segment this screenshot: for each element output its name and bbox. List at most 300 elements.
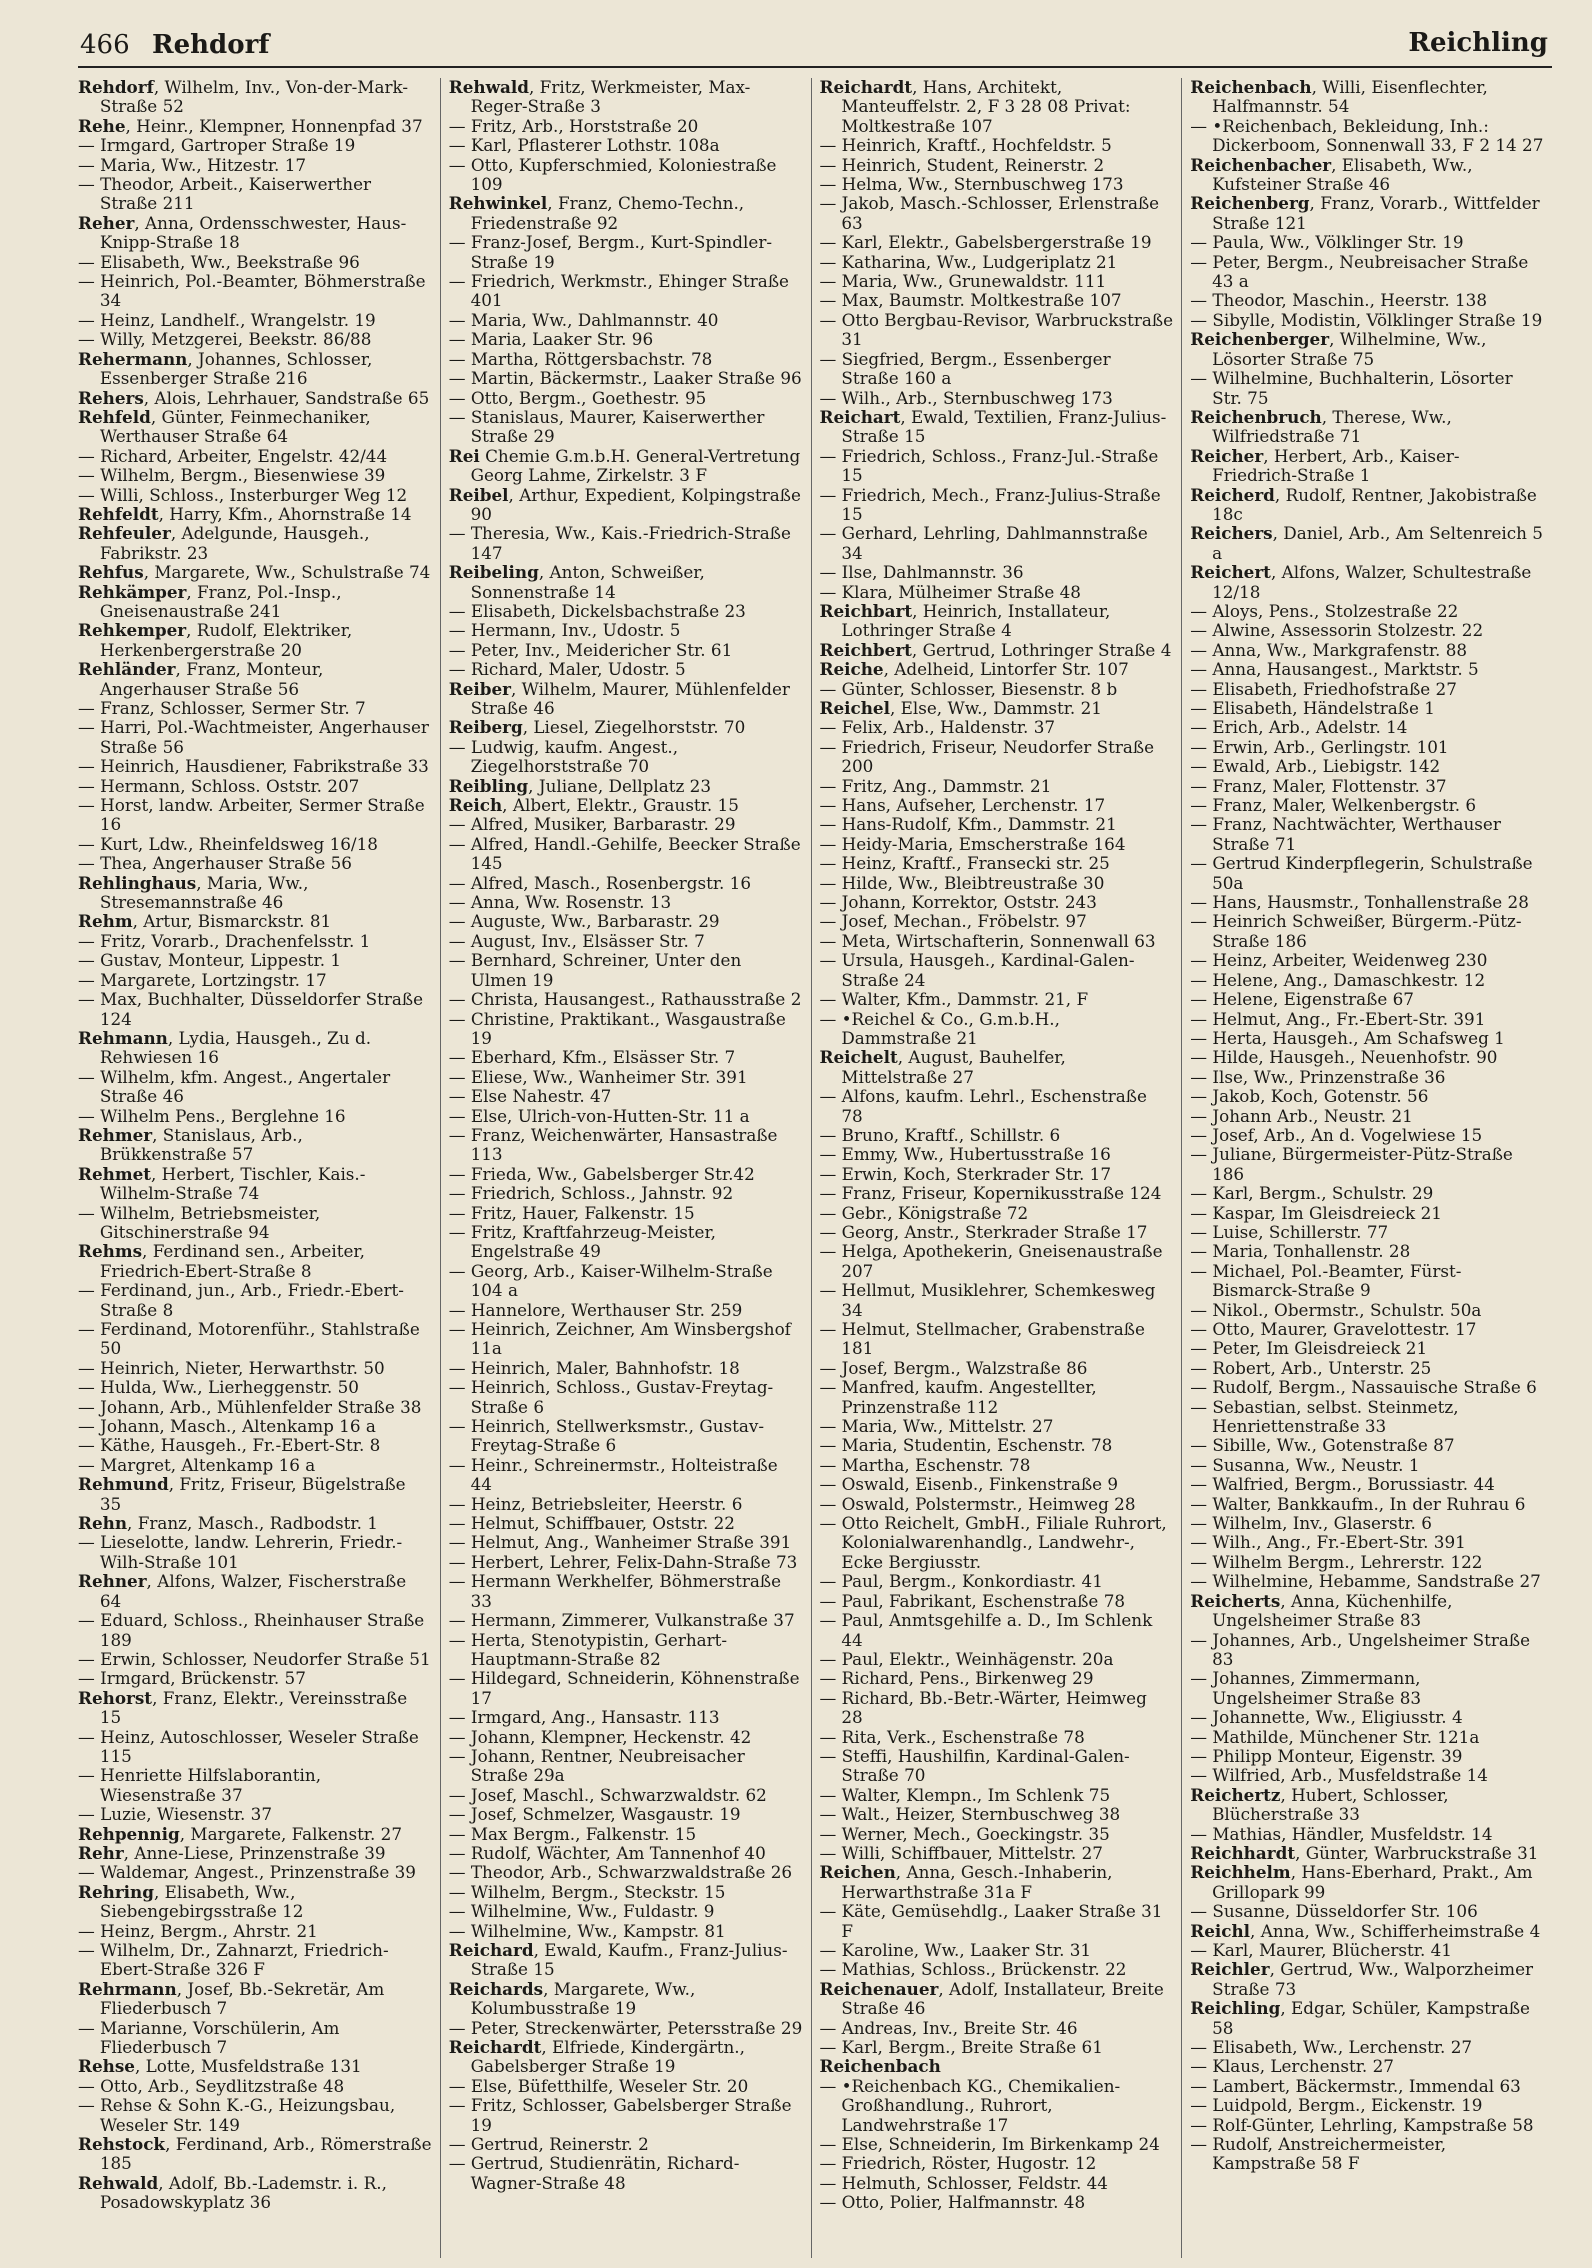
entry-details: — Hannelore, Werthauser Str. 259 [448, 1299, 743, 1320]
directory-entry [78, 1766, 432, 1805]
page-number: 466 [80, 30, 130, 60]
directory-entry [449, 311, 803, 330]
entry-details: — Otto, Arb., Seydlitzstraße 48 [78, 2075, 345, 2096]
directory-entry [820, 447, 1174, 486]
entry-details: , Fritz, Friseur, Bügelstraße 35 [99, 1474, 406, 1514]
entry-details: — Hellmut, Musiklehrer, Schemkesweg 34 [819, 1280, 1156, 1320]
directory-entry [1190, 1902, 1544, 1921]
entry-details: — Franz, Maler, Welkenbergstr. 6 [1190, 795, 1477, 816]
entry-surname: Rehermann [78, 348, 188, 369]
entry-details: — Else, Schneiderin, Im Birkenkamp 24 [819, 2134, 1160, 2155]
entry-details: , Anton, Schweißer, Sonnenstraße 14 [470, 562, 705, 602]
entry-details: — Friedrich, Mech., Franz-Julius-Straße 15 [819, 484, 1161, 524]
directory-entry [449, 990, 803, 1009]
directory-entry [78, 874, 432, 913]
directory-entry [78, 2057, 432, 2076]
entry-details: — Käthe, Hausgeh., Fr.-Ebert-Str. 8 [78, 1435, 381, 1456]
entry-surname: Reichhelm [1190, 1862, 1291, 1883]
page-header [78, 22, 1552, 68]
entry-details: — Meta, Wirtschafterin, Sonnenwall 63 [819, 930, 1156, 951]
entry-details: — Richard, Arbeiter, Engelstr. 42/44 [78, 445, 388, 466]
entry-surname: Rehmet [78, 1163, 152, 1184]
entry-details: , Fritz, Werkmeister, Max-Reger-Straße 3 [470, 78, 751, 117]
entry-surname: Reichart [819, 406, 901, 427]
directory-entry [820, 2193, 1174, 2212]
entry-details: , Maria, Ww., Stresemannstraße 46 [99, 872, 309, 913]
entry-details: — Marianne, Vorschülerin, Am Fliederbusch 7 [78, 2017, 340, 2058]
entry-surname: Reichert [1190, 562, 1271, 583]
directory-entry [820, 272, 1174, 291]
entry-details: — Rudolf, Anstreichermeister, Kampstraße 58 F [1190, 2134, 1447, 2174]
entry-surname: Rehpennig [78, 1823, 180, 1844]
directory-entry [820, 1902, 1174, 1941]
entry-details: — Franz, Nachtwächter, Werthauser Straße 71 [1190, 814, 1501, 854]
directory-entry [449, 835, 803, 874]
directory-entry [78, 854, 432, 873]
entry-details: — Maria, Ww., Mittelstr. 27 [819, 1416, 1054, 1437]
directory-entry [78, 835, 432, 854]
entry-details: , Wilhelm, Inv., Von-der-Mark-Straße 52 [99, 78, 409, 117]
entry-surname: Reichenbruch [1190, 406, 1322, 427]
directory-entry [78, 505, 432, 524]
directory-entry [1190, 233, 1544, 252]
entry-surname: Rehländer [78, 659, 176, 680]
entry-details: — Johann Arb., Neustr. 21 [1190, 1105, 1413, 1126]
directory-entry [449, 912, 803, 931]
directory-entry [1190, 718, 1544, 737]
entry-details: , Franz, Monteur, Angerhauser Straße 56 [99, 659, 324, 699]
entry-surname: Reichenberger [1190, 329, 1330, 350]
directory-entry [78, 1281, 432, 1320]
directory-entry [449, 156, 803, 195]
entry-surname: Reichen [819, 1862, 896, 1883]
directory-entry [78, 447, 432, 466]
entry-details: — Otto, Bergm., Goethestr. 95 [448, 387, 707, 408]
directory-entry [820, 738, 1174, 777]
directory-entry [820, 1456, 1174, 1475]
directory-entry [1190, 1320, 1544, 1339]
directory-entry [449, 602, 803, 621]
entry-details: — Johann, Klempner, Heckenstr. 42 [448, 1726, 752, 1747]
directory-entry [449, 1417, 803, 1456]
directory-entry [78, 583, 432, 622]
entry-details: — Max Bergm., Falkenstr. 15 [448, 1823, 697, 1844]
directory-entry [820, 932, 1174, 951]
directory-entry [820, 680, 1174, 699]
directory-entry [820, 156, 1174, 175]
directory-entry [1190, 1922, 1544, 1941]
entry-details: — Christine, Praktikant., Wasgaustraße 19 [448, 1008, 786, 1048]
entry-details: — Jakob, Koch, Gotenstr. 56 [1190, 1086, 1429, 1107]
directory-entry [78, 330, 432, 349]
entry-surname: Reicherts [1190, 1590, 1281, 1611]
entry-surname: Reibeling [448, 562, 539, 583]
entry-details: — Martin, Bäckermstr., Laaker Straße 96 [448, 368, 802, 389]
entry-details: , Alfons, Walzer, Fischerstraße 64 [99, 1571, 407, 1611]
entry-details: — Hermann, Schloss. Oststr. 207 [78, 775, 360, 796]
directory-entry [449, 2038, 803, 2077]
entry-details: , Margarete, Ww., Kolumbusstraße 19 [470, 1978, 696, 2019]
entry-details: — Karl, Maurer, Blücherstr. 41 [1190, 1940, 1452, 1960]
directory-entry [449, 621, 803, 640]
entry-details: — Josef, Bergm., Walzstraße 86 [819, 1357, 1088, 1378]
entry-details: — Karl, Elektr., Gabelsbergerstraße 19 [819, 232, 1152, 253]
directory-entry [820, 311, 1174, 350]
directory-entry [449, 1786, 803, 1805]
entry-surname: Rehmund [78, 1474, 169, 1495]
entry-details: — Heinz, Betriebsleiter, Heerstr. 6 [448, 1493, 743, 1514]
directory-entry [1190, 1242, 1544, 1261]
directory-entry [1190, 1572, 1544, 1591]
entry-details: — Maria, Ww., Hitzestr. 17 [78, 154, 307, 175]
entry-details: , Wilhelmine, Ww., Lösorter Straße 75 [1212, 329, 1487, 369]
directory-entry [820, 253, 1174, 272]
entry-surname: Rehm [78, 911, 133, 932]
directory-entry [1190, 2096, 1544, 2115]
directory-entry [820, 2019, 1174, 2038]
directory-entry [449, 1980, 803, 2019]
entry-surname: Rehwinkel [448, 193, 548, 214]
entry-details: — •Reichenbach, Bekleidung, Inh.: Dickerboom, Sonnenwall 33, F 2 14 27 [1190, 115, 1544, 156]
entry-details: — Peter, Bergm., Neubreisacher Straße 43 a [1190, 251, 1529, 292]
entry-details: — Wilhelm, Inv., Glaserstr. 6 [1190, 1513, 1432, 1534]
directory-entry [1190, 1766, 1544, 1785]
directory-entry [78, 932, 432, 951]
entry-surname: Rei [448, 445, 480, 466]
directory-entry [449, 1902, 803, 1921]
directory-entry [78, 2019, 432, 2058]
directory-entry [78, 1378, 432, 1397]
entry-details: — Johannette, Ww., Eligiusstr. 4 [1190, 1707, 1463, 1728]
entry-details: — Karl, Bergm., Breite Straße 61 [819, 2037, 1103, 2058]
directory-entry [78, 1204, 432, 1243]
entry-details: — Irmgard, Brückenstr. 57 [78, 1668, 306, 1689]
directory-entry [820, 2077, 1174, 2135]
entry-surname: Reichler [1190, 1959, 1270, 1980]
directory-entry [820, 1689, 1174, 1728]
entry-surname: Rehstock [78, 2134, 166, 2155]
entry-details: — Eliese, Ww., Wanheimer Str. 391 [448, 1066, 748, 1087]
entry-details: , Therese, Ww., Wilfriedstraße 71 [1212, 406, 1452, 447]
directory-entry [1190, 912, 1544, 951]
directory-entry [1190, 1010, 1544, 1029]
directory-entry [820, 990, 1174, 1009]
entry-details: — Hans-Rudolf, Kfm., Dammstr. 21 [819, 814, 1117, 835]
directory-entry [1190, 1107, 1544, 1126]
directory-entry [449, 1126, 803, 1165]
entry-details: , Lotte, Musfeldstraße 131 [134, 2056, 362, 2077]
entry-details: — Maria, Ww., Dahlmannstr. 40 [448, 309, 719, 330]
entry-details: — Wilhelm, Dr., Zahnarzt, Friedrich-Ebert-Straße 326 F [78, 1940, 389, 1980]
entry-details: — Mathilde, Münchener Str. 121a [1190, 1726, 1480, 1747]
directory-entry [820, 1669, 1174, 1688]
entry-details: — Luidpold, Bergm., Eickenstr. 19 [1190, 2095, 1483, 2116]
entry-surname: Rehfeuler [78, 523, 171, 544]
directory-entry [78, 1844, 432, 1863]
entry-details: — Ewald, Arb., Liebigstr. 142 [1190, 756, 1441, 777]
directory-entry [820, 350, 1174, 389]
entry-details: — Mathias, Händler, Musfeldstr. 14 [1190, 1823, 1493, 1844]
entry-details: — Karl, Pflasterer Lothstr. 108a [448, 135, 720, 156]
entry-details: — Heinrich, Maler, Bahnhofstr. 18 [448, 1357, 740, 1378]
directory-entry [820, 1980, 1174, 2019]
directory-entry [1190, 1204, 1544, 1223]
entry-details: — Theresia, Ww., Kais.-Friedrich-Straße 147 [448, 523, 791, 563]
directory-entry [1190, 78, 1544, 117]
entry-surname: Rehfus [78, 562, 144, 583]
entry-details: — Friedrich, Werkmstr., Ehinger Straße 401 [448, 271, 789, 311]
entry-details: — Karl, Bergm., Schulstr. 29 [1190, 1183, 1434, 1204]
directory-entry [1190, 1495, 1544, 1514]
entry-details: — Franz, Weichenwärter, Hansastraße 113 [448, 1124, 778, 1165]
entry-details: — Hermann, Inv., Udostr. 5 [448, 620, 681, 641]
directory-entry [78, 253, 432, 272]
entry-surname: Reicher [1190, 445, 1264, 466]
entry-details: — Gertrud Kinderpflegerin, Schulstraße 50a [1190, 853, 1533, 893]
entry-surname: Reichbart [819, 600, 913, 621]
entry-details: — Eduard, Schloss., Rheinhauser Straße 189 [78, 1610, 425, 1650]
entry-details: — Susanna, Ww., Neustr. 1 [1190, 1454, 1420, 1475]
directory-entry [820, 1087, 1174, 1126]
directory-entry [78, 1863, 432, 1882]
directory-entry [820, 699, 1174, 718]
directory-entry [78, 1728, 432, 1767]
directory-entry [820, 486, 1174, 525]
entry-surname: Reichenauer [819, 1978, 939, 1999]
entry-details: , Liesel, Ziegelhorststr. 70 [522, 717, 746, 738]
directory-entry [820, 1417, 1174, 1436]
directory-entry [1190, 1728, 1544, 1747]
entry-details: — Theodor, Arbeit., Kaiserwerther Straße 211 [78, 174, 372, 214]
directory-entry [1190, 1145, 1544, 1184]
entry-details: — Irmgard, Gartroper Straße 19 [78, 135, 356, 156]
entry-details: — Fritz, Kraftfahrzeug-Meister, Engelstraße 49 [448, 1221, 716, 1262]
directory-entry [820, 1475, 1174, 1494]
entry-details: — Wilfried, Arb., Musfeldstraße 14 [1190, 1765, 1488, 1786]
directory-entry [1190, 253, 1544, 292]
entry-details: — Philipp Monteur, Eigenstr. 39 [1190, 1745, 1463, 1766]
directory-entry [78, 777, 432, 796]
entry-details: — Waldemar, Angest., Prinzenstraße 39 [78, 1862, 416, 1883]
entry-details: — Klaus, Lerchenstr. 27 [1190, 2056, 1394, 2077]
entry-details: — Hans, Hausmstr., Tonhallenstraße 28 [1190, 892, 1529, 913]
entry-details: — Kurt, Ldw., Rheinfeldsweg 16/18 [78, 833, 378, 854]
directory-entry [78, 524, 432, 563]
directory-entry [1190, 1475, 1544, 1494]
directory-entry [449, 78, 803, 117]
directory-entry [820, 1844, 1174, 1863]
directory-entry [820, 78, 1174, 136]
entry-details: , Gertrud, Lothringer Straße 4 [911, 639, 1172, 660]
directory-entry [820, 583, 1174, 602]
directory-entry [820, 1728, 1174, 1747]
entry-surname: Reichl [1190, 1920, 1251, 1941]
directory-entry [449, 680, 803, 719]
entry-surname: Rehmer [78, 1124, 153, 1145]
entry-surname: Reichenberg [1190, 193, 1310, 214]
entry-details: — Peter, Streckenwärter, Petersstraße 29 [448, 2017, 803, 2038]
entry-details: — Horst, landw. Arbeiter, Sermer Straße 16 [78, 795, 425, 835]
entry-details: , Albert, Elektr., Graustr. 15 [502, 795, 739, 816]
directory-entry [820, 2174, 1174, 2193]
entry-details: — Theodor, Maschin., Heerstr. 138 [1190, 290, 1488, 311]
entry-details: — Friedrich, Röster, Hugostr. 12 [819, 2153, 1097, 2174]
entry-details: — Emmy, Ww., Hubertusstraße 16 [819, 1144, 1111, 1165]
entry-details: — Siegfried, Bergm., Essenberger Straße 160 a [819, 348, 1111, 389]
directory-entry [78, 2077, 432, 2096]
directory-entry [820, 2057, 1174, 2076]
entry-details: — Heinz, Kraftf., Fransecki str. 25 [819, 853, 1110, 874]
directory-entry [449, 1165, 803, 1184]
entry-details: — Ursula, Hausgeh., Kardinal-Galen-Straße 24 [819, 950, 1135, 990]
entry-details: , Rudolf, Rentner, Jakobistraße 18c [1212, 484, 1537, 524]
directory-entry [449, 1378, 803, 1417]
entry-details: , Wilhelm, Maurer, Mühlenfelder Straße 46 [470, 678, 790, 718]
entry-details: — Willi, Schiffbauer, Mittelstr. 27 [819, 1842, 1103, 1863]
entry-details: — Heinrich, Pol.-Beamter, Böhmerstraße 34 [78, 271, 426, 311]
directory-entry [1190, 893, 1544, 912]
entry-details: , Ferdinand sen., Arbeiter, Friedrich-Ebert-Straße 8 [99, 1241, 365, 1281]
entry-details: , Heinrich, Installateur, Lothringer Straße 4 [841, 600, 1111, 641]
directory-entry [449, 369, 803, 388]
directory-entry [78, 1533, 432, 1572]
directory-entry [78, 350, 432, 389]
entry-surname: Reibling [448, 775, 529, 796]
entry-surname: Reich [448, 795, 503, 816]
directory-entry [449, 738, 803, 777]
directory-entry [449, 1572, 803, 1611]
directory-entry [449, 233, 803, 272]
directory-entry [78, 1572, 432, 1611]
directory-columns [78, 78, 1552, 2258]
entry-details: — Peter, Inv., Meidericher Str. 61 [448, 639, 733, 660]
directory-entry [78, 1242, 432, 1281]
entry-details: — Elisabeth, Ww., Beekstraße 96 [78, 251, 360, 272]
entry-details: — Walt., Heizer, Sternbuschweg 38 [819, 1804, 1121, 1825]
entry-details: — Lieselotte, landw. Lehrerin, Friedr.-Wilh-Straße 101 [78, 1532, 403, 1572]
directory-entry [78, 1883, 432, 1922]
entry-details: , Herbert, Tischler, Kais.-Wilhelm-Straße 74 [99, 1163, 366, 1204]
directory-entry [820, 1572, 1174, 1591]
entry-surname: Reichards [448, 1978, 544, 1999]
entry-details: , Ewald, Textilien, Franz-Julius-Straße 15 [841, 406, 1167, 447]
directory-entry [820, 291, 1174, 310]
entry-details: — Heinrich, Stellwerksmstr., Gustav-Freytag-Straße 6 [448, 1416, 765, 1456]
entry-details: — Oswald, Polstermstr., Heimweg 28 [819, 1493, 1136, 1514]
entry-details: — Walter, Kfm., Dammstr. 21, F [819, 989, 1089, 1010]
directory-entry [1190, 291, 1544, 310]
entry-details: — Otto, Polier, Halfmannstr. 48 [819, 2192, 1086, 2213]
entry-details: — Wilhelmine, Ww., Fuldastr. 9 [448, 1901, 715, 1922]
directory-entry [820, 874, 1174, 893]
directory-entry [820, 233, 1174, 252]
directory-entry [78, 563, 432, 582]
directory-entry [1190, 971, 1544, 990]
directory-entry [1190, 369, 1544, 408]
entry-details: — Friedrich, Friseur, Neudorfer Straße 200 [819, 736, 1155, 777]
directory-entry [820, 1495, 1174, 1514]
entry-details: — Hildegard, Schneiderin, Köhnenstraße 17 [448, 1668, 800, 1708]
entry-details: — Margarete, Lortzingstr. 17 [78, 969, 327, 990]
directory-entry [78, 1650, 432, 1669]
column-2 [440, 78, 811, 2258]
entry-details: — Maria, Studentin, Eschenstr. 78 [819, 1435, 1113, 1456]
entry-details: — Rehse & Sohn K.-G., Heizungsbau, Weseler Str. 149 [78, 2095, 396, 2135]
directory-entry [820, 563, 1174, 582]
entry-details: — Rudolf, Wächter, Am Tannenhof 40 [448, 1842, 766, 1863]
directory-entry [449, 1087, 803, 1106]
entry-details: — Felix, Arb., Haldenstr. 37 [819, 717, 1056, 738]
directory-entry [449, 796, 803, 815]
entry-details: — Fritz, Schlosser, Gabelsberger Straße 19 [448, 2095, 792, 2135]
entry-details: — Helma, Ww., Sternbuschweg 173 [819, 174, 1124, 195]
entry-details: — Günter, Schlosser, Biesenstr. 8 b [819, 678, 1118, 699]
entry-details: , Elisabeth, Ww., Siebengebirgsstraße 12 [99, 1881, 304, 1922]
directory-entry [449, 815, 803, 834]
entry-details: — Max, Baumstr. Moltkestraße 107 [819, 290, 1122, 311]
entry-details: — Hans, Aufseher, Lerchenstr. 17 [819, 795, 1106, 816]
directory-entry [1190, 1553, 1544, 1572]
directory-entry [1190, 1456, 1544, 1475]
entry-details: , Günter, Warbruckstraße 31 [1295, 1842, 1539, 1863]
entry-details: — Oswald, Eisenb., Finkenstraße 9 [819, 1474, 1119, 1495]
directory-entry [449, 1631, 803, 1670]
entry-details: — Karoline, Ww., Laaker Str. 31 [819, 1940, 1092, 1960]
directory-entry [820, 777, 1174, 796]
entry-details: — Franz, Schlosser, Sermer Str. 7 [78, 698, 366, 718]
directory-entry [449, 1184, 803, 1203]
directory-entry [1190, 1184, 1544, 1203]
directory-entry [449, 2154, 803, 2193]
entry-details: — Josef, Maschl., Schwarzwaldstr. 62 [448, 1784, 767, 1805]
directory-entry [820, 1145, 1174, 1164]
directory-entry [1190, 117, 1544, 156]
directory-entry [1190, 1863, 1544, 1902]
entry-details: , Anna, Küchenhilfe, Ungelsheimer Straße 83 [1212, 1590, 1453, 1631]
entry-details: — Robert, Arb., Unterstr. 25 [1190, 1357, 1432, 1378]
entry-details: — Wilh., Arb., Sternbuschweg 173 [819, 387, 1113, 408]
entry-details: — Michael, Pol.-Beamter, Fürst-Bismarck-Straße 9 [1190, 1260, 1462, 1301]
entry-details: — Klara, Mülheimer Straße 48 [819, 581, 1081, 602]
entry-details: — Luzie, Wiesenstr. 37 [78, 1804, 273, 1825]
directory-entry [820, 796, 1174, 815]
entry-details: — Anna, Ww. Rosenstr. 13 [448, 892, 672, 913]
entry-details: — Johann, Arb., Mühlenfelder Straße 38 [78, 1396, 422, 1417]
directory-entry [820, 1747, 1174, 1786]
entry-surname: Reichenbach [1190, 78, 1312, 97]
entry-details: — Otto, Maurer, Gravelottestr. 17 [1190, 1319, 1477, 1339]
entry-surname: Rehkemper [78, 620, 187, 641]
directory-entry [449, 563, 803, 602]
entry-details: — Willy, Metzgerei, Beekstr. 86/88 [78, 329, 372, 350]
directory-entry [449, 1048, 803, 1067]
directory-entry [1190, 621, 1544, 640]
directory-entry [449, 272, 803, 311]
directory-entry [1190, 1941, 1544, 1960]
entry-details: , Lydia, Hausgeh., Zu d. Rehwiesen 16 [99, 1027, 372, 1068]
directory-entry [820, 641, 1174, 660]
entry-details: , Gertrud, Ww., Walporzheimer Straße 73 [1212, 1959, 1534, 1999]
entry-details: — Elisabeth, Friedhofstraße 27 [1190, 678, 1457, 699]
entry-details: — Helene, Ang., Damaschkestr. 12 [1190, 969, 1486, 990]
entry-details: , Artur, Bismarckstr. 81 [132, 911, 332, 932]
entry-details: — Heinrich, Kraftf., Hochfeldstr. 5 [819, 135, 1112, 156]
entry-details: — Martha, Röttgersbachstr. 78 [448, 348, 713, 369]
entry-details: — Franz, Friseur, Kopernikusstraße 124 [819, 1183, 1162, 1204]
directory-entry [78, 1689, 432, 1728]
directory-entry [820, 660, 1174, 679]
entry-details: , Margarete, Falkenstr. 27 [179, 1823, 403, 1844]
